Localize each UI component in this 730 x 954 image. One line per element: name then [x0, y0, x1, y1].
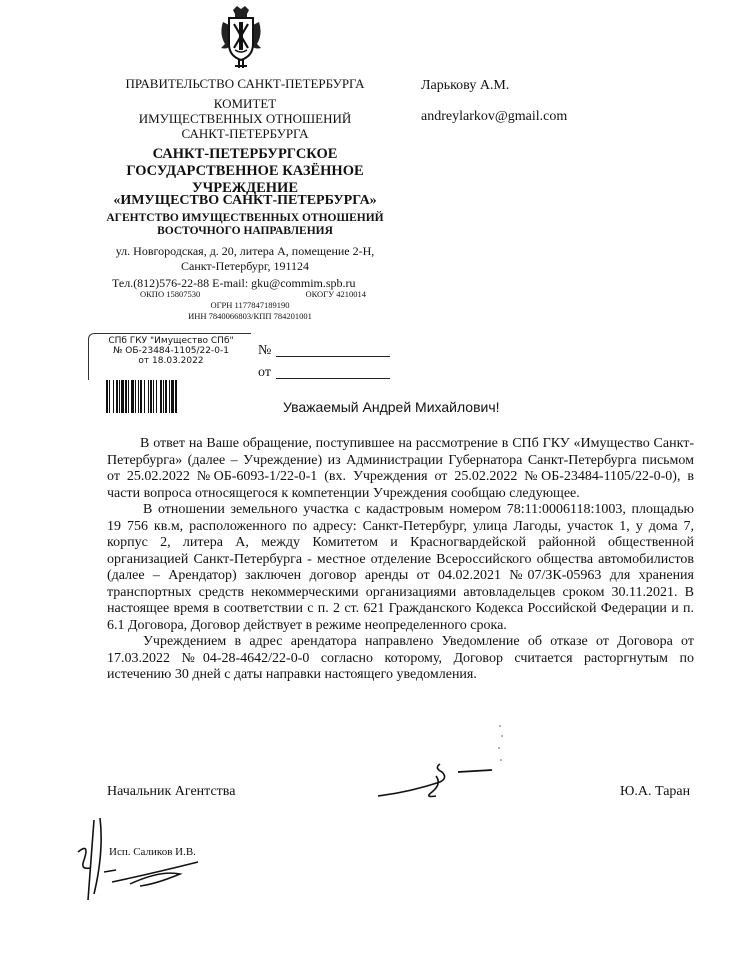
handwritten-signature	[370, 752, 495, 810]
signer-position: Начальник Агентства	[107, 784, 236, 799]
inn-code: ИНН 7840066803/КПП 784201001	[188, 311, 312, 321]
institution-name: «ИМУЩЕСТВО САНКТ-ПЕТЕРБУРГА»	[113, 193, 377, 208]
recipient-name: Ларькову А.М.	[421, 78, 510, 93]
government-title: ПРАВИТЕЛЬСТВО САНКТ-ПЕТЕРБУРГА	[125, 76, 365, 91]
paragraph: В отношении земельного участка с кадастровым номером 78:11:0006118:1003, площадью 19 756 кв.м, расположенного по адресу: Санкт-Петербург, улица Лагоды, участок 1, у дома 7, корпус 2, литера А, между Комитетом и Красногвардейской районной общественной организацией Санкт-Петербурга - местное отделение Всероссийского общества автомобилистов (далее – Арендатор) заключен договор аренды от 04.02.2021 №07/ЗК-05963 для хранения транспортных средств некоммерческими организациями автовладельцев сроком 30.11.2021. В настоящее время в соответствии с п. 2 ст. 621 Гражданского Кодекса Российской Федерации и п. 6.1 Договора, Договор действует в режиме неопределенного срока.	[107, 502, 694, 633]
registration-codes	[110, 289, 390, 322]
paragraph: Учреждением в адрес арендатора направлено Уведомление об отказе от Договора от 17.03.2022 №04-28-4642/22-0-0 согласно которому, Договор считается расторгнутым по истечению 30 дней с даты направки настоящего уведомления.	[107, 634, 694, 682]
okogu-code: ОКОГУ 4210014	[305, 289, 366, 299]
phone-email: Тел.(812)576-22-88 E-mail: gku@commim.spb.ru	[112, 276, 356, 290]
greeting: Уважаемый Андрей Михайлович!	[283, 399, 500, 415]
number-label: №	[258, 343, 272, 358]
okpo-code: ОКПО 15807530	[140, 289, 201, 299]
recipient-email: andreylarkov@gmail.com	[421, 109, 568, 124]
address: ул. Новгородская, д. 20, литера А, помещение 2-Н, Санкт-Петербург, 191124	[115, 244, 375, 273]
letter-body	[107, 436, 694, 684]
barcode	[106, 380, 219, 413]
institution-type: САНКТ-ПЕТЕРБУРГСКОЕ ГОСУДАРСТВЕННОЕ КАЗЁННОЕ УЧРЕЖДЕНИЕ	[126, 146, 364, 196]
committee-name: КОМИТЕТ ИМУЩЕСТВЕННЫХ ОТНОШЕНИЙ САНКТ-ПЕТЕРБУРГА	[138, 96, 352, 141]
signer-name: Ю.А. Таран	[620, 784, 691, 799]
coat-of-arms-emblem	[215, 4, 267, 70]
date-line	[276, 378, 390, 379]
ogrn-code: ОГРН 1177847189190	[210, 300, 290, 310]
agency-name: АГЕНТСТВО ИМУЩЕСТВЕННЫХ ОТНОШЕНИЙ ВОСТОЧНОГО НАПРАВЛЕНИЯ	[106, 212, 384, 237]
registration-stamp: СПб ГКУ "Имущество СПб" № ОБ-23484-1105/22-0-1 от 18.03.2022	[108, 336, 234, 366]
paragraph: В ответ на Ваше обращение, поступившее на рассмотрение в СПб ГКУ «Имущество Санкт-Петербурга» (далее – Учреждение) из Администрации Губернатора Санкт-Петербурга письмом от 25.02.2022 №ОБ-6093-1/22-0-1 (вх. Учреждения от 25.02.2022 №ОБ-23484-1105/22-0-0), в части вопроса относящегося к компетенции Учреждения сообщаю следующее.	[107, 436, 694, 501]
executor: Исп. Саликов И.В.	[109, 846, 196, 858]
date-label: от	[258, 365, 271, 380]
number-line	[276, 356, 390, 357]
